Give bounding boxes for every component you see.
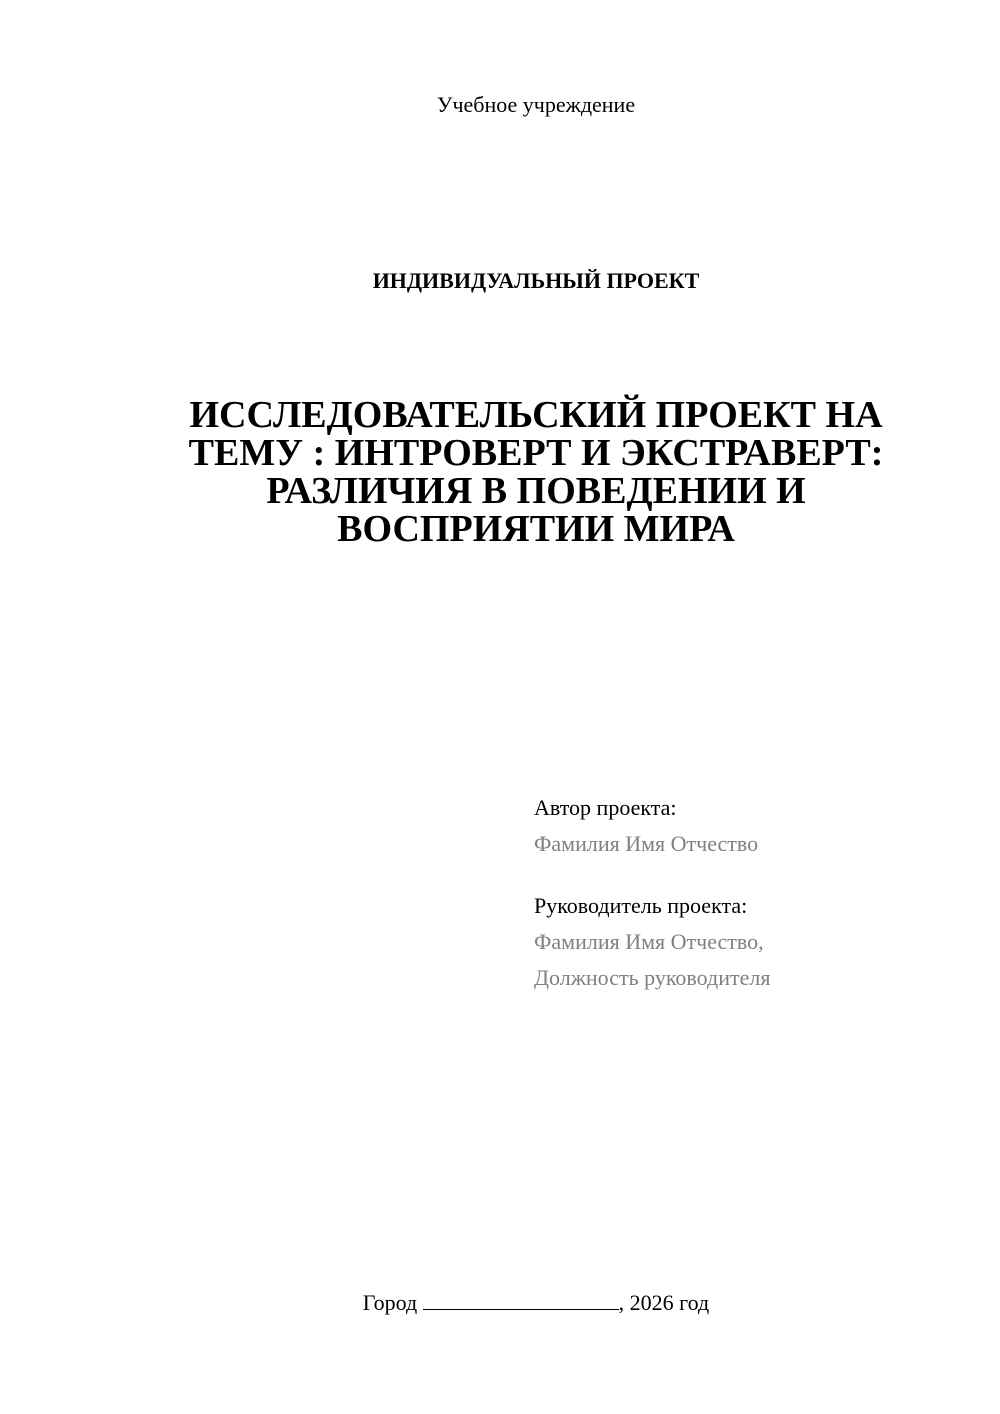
footer-city-year — [0, 1290, 1000, 1316]
document-type: ИНДИВИДУАЛЬНЫЙ ПРОЕКТ — [372, 268, 700, 293]
project-title — [160, 396, 912, 548]
city-blank-line — [423, 1291, 619, 1310]
author-name-placeholder: Фамилия Имя Отчество — [534, 831, 759, 856]
city-label: Город — [362, 1290, 418, 1315]
author-label: Автор проекта: — [534, 795, 677, 820]
authors-block — [534, 790, 974, 996]
supervisor-position-placeholder: Должность руководителя — [534, 965, 771, 990]
title-line: РАЗЛИЧИЯ В ПОВЕДЕНИИ И — [266, 470, 806, 512]
institution-name: Учебное учреждение — [436, 92, 636, 117]
supervisor-block — [534, 888, 974, 996]
title-line: ИССЛЕДОВАТЕЛЬСКИЙ ПРОЕКТ НА — [189, 394, 883, 436]
supervisor-name-placeholder: Фамилия Имя Отчество, — [534, 929, 764, 954]
year-text: , 2026 год — [618, 1290, 710, 1315]
title-line: ВОСПРИЯТИИ МИРА — [337, 508, 735, 550]
title-line: ТЕМУ : ИНТРОВЕРТ И ЭКСТРАВЕРТ: — [188, 432, 884, 474]
author-block — [534, 790, 974, 862]
supervisor-label: Руководитель проекта: — [534, 893, 748, 918]
